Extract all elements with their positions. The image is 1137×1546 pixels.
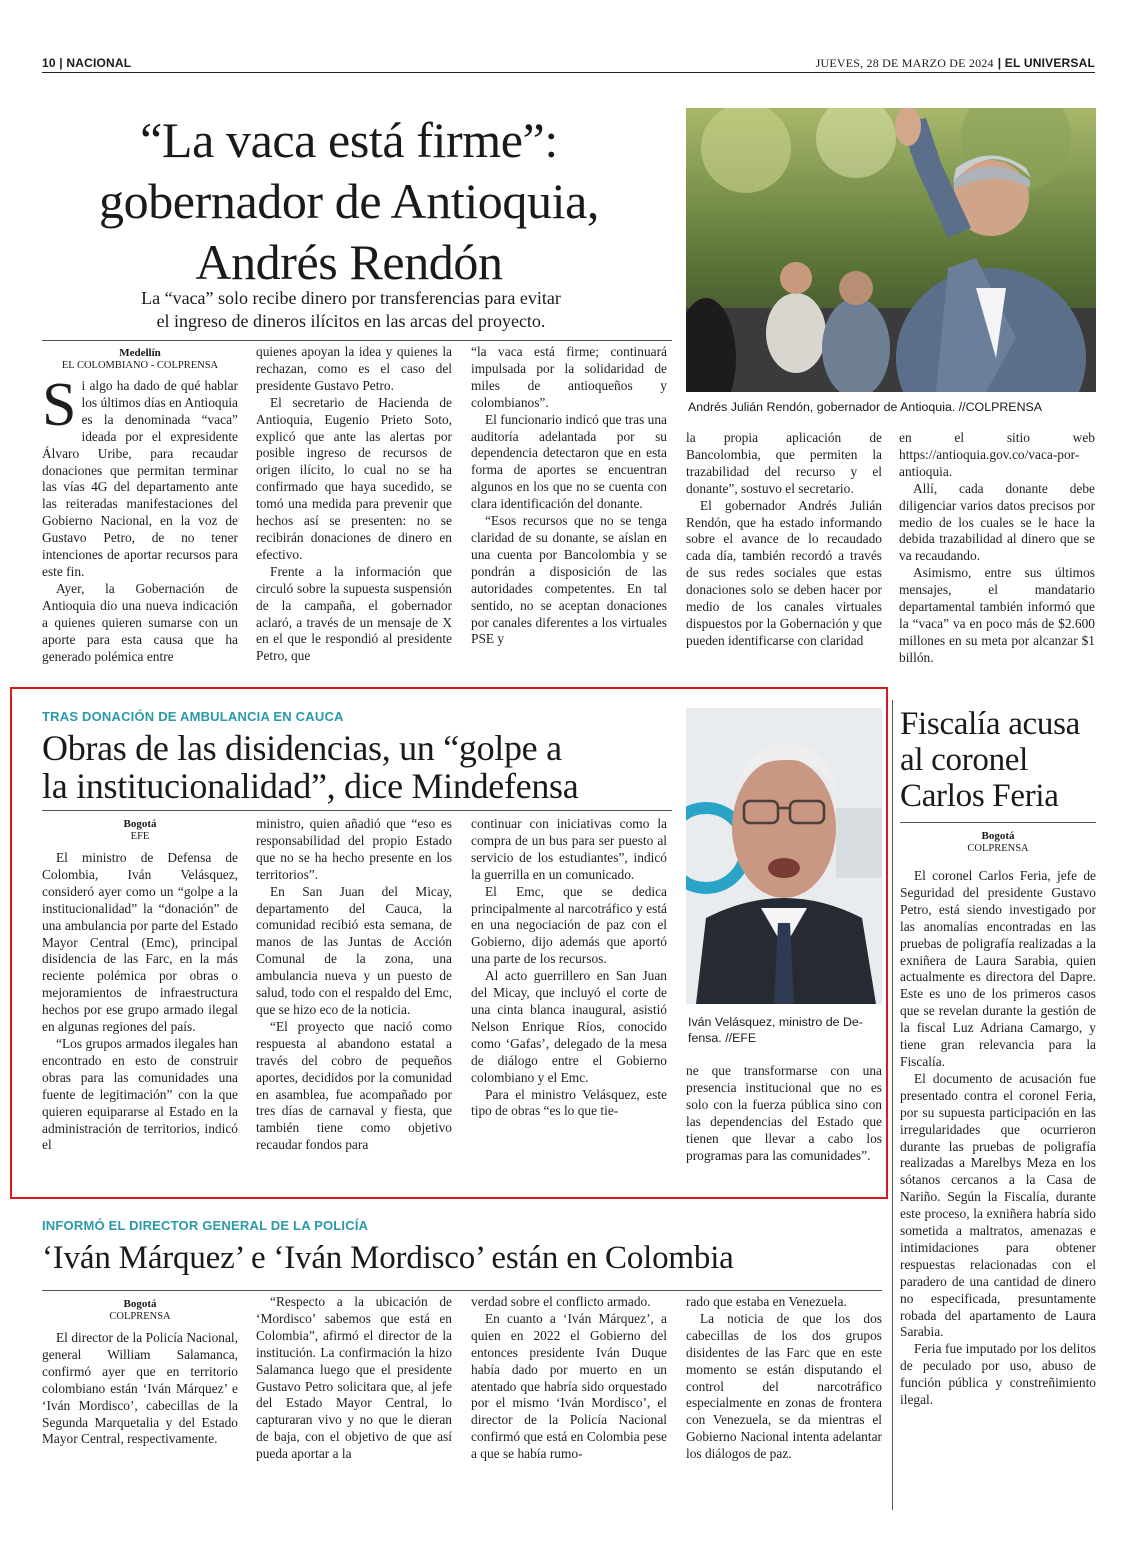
story3-rule — [42, 1290, 882, 1291]
story1-photo-caption: Andrés Julián Rendón, gobernador de Antioquia. //COLPRENSA — [688, 400, 1043, 414]
story1-deck — [60, 287, 642, 333]
story1-col1-paragraph: Ayer, la Gobernación de Antioquia dio una nueva indicación a quienes quieren sumarse con un aporte para esta causa que ha generado polémica entre — [42, 580, 238, 664]
story1-col5-paragraph: Asimismo, entre sus últimos mensajes, el mandatario departamental también informó que la “vaca” va en poco más de $2.600 millones en su meta por alcanzar $1 billón. — [899, 565, 1095, 665]
story1-col2-paragraph: El secretario de Hacienda de Antioquia, Eugenio Prieto Soto, explicó que ante las alertas por posible ingreso de recursos de origen ilícito, lo cual no se ha confirmado que haya sucedido, se tomó una medida para prevenir que hechos así se presenten: no se recibirán donaciones de dinero en efectivo. — [256, 394, 452, 562]
story1-headline — [36, 110, 662, 293]
header-rule — [42, 72, 1095, 73]
story4-headline-line3: Carlos Feria — [900, 778, 1059, 814]
story2-kicker: TRAS DONACIÓN DE AMBULANCIA EN CAUCA — [42, 709, 344, 724]
story1-col4-paragraph: El gobernador Andrés Julián Rendón, que ha estado informando sobre el avance de lo recaudado cada día, también recordó a través de sus redes sociales que estas donaciones solo se deben hacer por medio de los canales virtuales dispuestos por la Gobernación y que pueden identificarse con claridad — [686, 497, 882, 648]
story3-col3-paragraph: verdad sobre el conflicto armado. — [471, 1294, 651, 1309]
story2-col3-paragraph: continuar con iniciativas como la compra de un bus para ser puesto al servicio de los estudiantes”, indicó la guerrilla en un comunicado. — [471, 816, 667, 882]
story2-col2-paragraph: En San Juan del Micay, departamento del Cauca, la comunidad recibió esta semana, de manos de las Juntas de Acción Comunal de la zona, una ambulancia nueva y un puesto de salud, todo con el respaldo del Emc, que se hizo eco de la noticia. — [256, 883, 452, 1017]
story2-photo-caption — [688, 1014, 884, 1046]
story2-col2-paragraph: ministro, quien añadió que “eso es responsabilidad del propio Estado que no se ha hecho presente en los territorios”. — [256, 816, 452, 882]
minister-photo-illustration — [686, 708, 882, 1004]
story3-col1-paragraph: El director de la Policía Nacional, general William Salamanca, confirmó ayer que en territorio colombiano están ‘Iván Márquez’ e ‘Iván Mordisco’, cabecillas de la Segunda Marquetalia y del Estado Mayor Central, respectivamente. — [42, 1330, 238, 1447]
story1-headline-line2: gobernador de Antioquia, — [99, 173, 599, 229]
story1-rule — [42, 340, 672, 341]
story3-column-4 — [686, 1294, 882, 1463]
story3-column-2 — [256, 1294, 452, 1463]
dropcap: S — [42, 371, 77, 439]
story1-col3-paragraph: “la vaca está firme; continuará impulsada por la solidaridad de miles de antioqueños y colombianos”. — [471, 344, 667, 410]
governor-photo-illustration — [686, 108, 1096, 392]
story2-dateline-city: Bogotá — [123, 818, 157, 830]
story4-column — [900, 868, 1096, 1409]
story4-paragraph: El coronel Carlos Feria, jefe de Seguridad del presidente Gustavo Petro, está siendo investigado por las anomalías encontradas en las pruebas de poligrafía realizadas a la exniñera de Laura Sarabia, quien actualmente es directora del Dapre. Este es uno de los primeros casos que se revelan durante la gestión de la fiscal Luz Adriana Camargo, y tiene gran relevancia para la Fiscalía. — [900, 868, 1096, 1069]
story1-col4-paragraph: la propia aplicación de Bancolombia, que permiten la trazabilidad del recurso y el donante”, sostuvo el secretario. — [686, 430, 882, 496]
story4-paragraph: Feria fue imputado por los delitos de peculado por uso, abuso de función pública y constreñimiento ilegal. — [900, 1341, 1096, 1408]
story4-dateline-city: Bogotá — [981, 830, 1015, 842]
story2-column-1 — [42, 850, 238, 1154]
story3-col4-paragraph: La noticia de que los dos cabecillas de los dos grupos disidentes de las Farc que en este momento se están disputando el control del narcotráfico especialmente en zonas de frontera con Venezuela, se da mientras el Gobierno Nacional intenta adelantar los diálogos de paz. — [686, 1310, 882, 1462]
story1-column-1 — [42, 371, 238, 665]
story3-dateline-city: Bogotá — [123, 1298, 157, 1310]
story2-column-2 — [256, 816, 452, 1154]
story3-kicker: INFORMÓ EL DIRECTOR GENERAL DE LA POLICÍA — [42, 1218, 369, 1233]
story1-column-5 — [899, 430, 1095, 667]
newspaper-name: | EL UNIVERSAL — [997, 56, 1095, 70]
story1-col3-paragraph: “Esos recursos que no se tenga claridad de su donante, se aíslan en una cuenta por Bancolombia y se pondrán a disposición de las autoridades competentes. En tal sentido, no se aceptan donaciones por canales diferentes a los virtuales PSE y — [471, 513, 667, 647]
story3-column-1 — [42, 1330, 238, 1448]
story1-col5-paragraph: en el sitio web https://antioquia.gov.co/vaca-por-antioquia. — [899, 430, 1095, 479]
story1-photo — [686, 108, 1096, 392]
story2-col1-paragraph: “Los grupos armados ilegales han encontrado en esto de construir obras para las comunidades una fuente de legitimación” con la que quieren equipararse al Estado en la administración de territorios, indicó el — [42, 1035, 238, 1153]
story1-col2-paragraph: Frente a la información que circuló sobre la supuesta suspensión de la campaña, el gobernador aclaró, a través de un mensaje de X en el que le respondió al presidente Petro, que — [256, 563, 452, 664]
story2-dateline-agency: EFE — [130, 831, 150, 842]
story3-col4-paragraph: rado que estaba en Venezuela. — [686, 1294, 847, 1309]
story1-col1-paragraph: i algo ha dado de qué hablar los últimos días en Antioquia es la denominada “vaca” ideada por el expresidente Álvaro Uribe, para recaudar donaciones que permitan terminar las vías 4G del departamento ante las reiteradas manifestaciones del Gobierno Nacional, en la voz de Gustavo Petro, de no tener intenciones de aportar recursos para este fin. — [42, 378, 238, 579]
story4-dateline — [900, 830, 1096, 855]
story2-col4-paragraph: ne que transformarse con una presencia institucional que no es solo con la fuerza pública sino con las dependencias del Estado que tienen que llevar a cabo los programas para las comunidades”. — [686, 1063, 882, 1163]
story4-headline — [900, 706, 1100, 814]
story2-photo — [686, 708, 882, 1004]
story1-headline-line3: Andrés Rendón — [195, 234, 503, 290]
page-section-label: 10 | NACIONAL — [42, 56, 132, 70]
story3-col2-paragraph: “Respecto a la ubicación de ‘Mordisco’ sabemos que está en Colombia”, afirmó el director de la institución. La confirmación la hizo Salamanca luego que el presidente Gustavo Petro solicitara que, al jefe del Estado Mayor Central, lo capturaran vivo y no que le dieran de baja, con el objetivo de que así pueda aportar a la — [256, 1294, 452, 1462]
story2-headline-line1: Obras de las disidencias, un “golpe a — [42, 728, 562, 768]
story1-dateline — [42, 347, 238, 372]
story4-headline-line2: al coronel — [900, 742, 1029, 778]
story1-col5-paragraph: Allí, cada donante debe diligenciar varios datos precisos por medio de los cuales se le hace la debida trazabilidad al dinero que se va recaudando. — [899, 480, 1095, 564]
story2-headline-line2: la institucionalidad”, dice Mindefensa — [42, 766, 579, 806]
story2-caption-line1: Iván Velásquez, ministro de De- — [688, 1015, 863, 1029]
header-right — [816, 56, 1095, 71]
story1-col2-paragraph: quienes apoyan la idea y quienes la rechazan, como es el caso del presidente Gustavo Petro. — [256, 344, 452, 393]
story3-column-3 — [471, 1294, 667, 1463]
story4-headline-line1: Fiscalía acusa — [900, 706, 1080, 742]
story3-dateline-agency: COLPRENSA — [109, 1311, 171, 1322]
story3-col3-paragraph: En cuanto a ‘Iván Márquez’, a quien en 2022 el Gobierno del entonces presidente Iván Duque había dado por muerto en un atentado que habría sido orquestado por el mismo ‘Iván Mordisco’, el director de la Policía Nacional confirmó que está en Colombia pese a que se había rumo- — [471, 1310, 667, 1462]
story1-dateline-agency: EL COLOMBIANO - COLPRENSA — [61, 360, 219, 371]
story2-rule — [42, 810, 672, 811]
sidebar-divider — [892, 700, 893, 1510]
story1-headline-line1: “La vaca está firme”: — [140, 112, 558, 168]
issue-date: JUEVES, 28 DE MARZO DE 2024 — [815, 56, 994, 70]
story1-column-3 — [471, 344, 667, 648]
story2-col3-paragraph: Para el ministro Velásquez, este tipo de obras “es lo que tie- — [471, 1086, 667, 1119]
story2-col2-paragraph: “El proyecto que nació como respuesta al abandono estatal a través del cobro de pequeños aportes, decididos por la comunidad en asamblea, fue acompañado por tres días de carnaval y fiesta, que también tiene como objetivo recaudar fondos para — [256, 1018, 452, 1153]
story1-column-4 — [686, 430, 882, 650]
story4-dateline-agency: COLPRENSA — [967, 843, 1029, 854]
story3-headline: ‘Iván Márquez’ e ‘Iván Mordisco’ están en Colombia — [42, 1240, 734, 1276]
story2-col1-paragraph: El ministro de Defensa de Colombia, Iván Velásquez, consideró ayer como un “golpe a la institucionalidad” la “donación” de una ambulancia por parte del Estado Mayor Central (Emc), principal disidencia de las Farc, en la más reciente polémica por obras o mejoramientos de infraestructura hechos por ese grupo armado ilegal en algunas regiones del país. — [42, 850, 238, 1035]
story1-deck-line1: La “vaca” solo recibe dinero por transferencias para evitar — [141, 288, 561, 308]
story2-dateline — [42, 818, 238, 843]
story1-deck-line2: el ingreso de dineros ilícitos en las arcas del proyecto. — [156, 311, 546, 331]
story4-rule — [900, 822, 1096, 823]
story2-column-4 — [686, 1063, 882, 1164]
story1-column-2 — [256, 344, 452, 665]
story2-col3-paragraph: Al acto guerrillero en San Juan del Micay, que incluyó el corte de una cinta blanca inaugural, asistió Nelson Enrique Ríos, conocido como ‘Gafas’, delegado de la mesa de diálogo entre el Gobierno colombiano y el Emc. — [471, 968, 667, 1085]
story1-dateline-city: Medellín — [119, 347, 161, 359]
story2-column-3 — [471, 816, 667, 1120]
story2-col3-paragraph: El Emc, que se dedica principalmente al narcotráfico y está en una negociación de paz con el Gobierno, dijo además que aportó una parte de los recursos. — [471, 883, 667, 967]
story1-col3-paragraph: El funcionario indicó que tras una auditoría adelantada por su dependencia detectaron que en esta forma de aportes se encuentran algunos en los que no se cuenta con clara identificación del donante. — [471, 411, 667, 512]
story3-dateline — [42, 1298, 238, 1323]
story2-caption-line2: fensa. //EFE — [688, 1031, 757, 1045]
story4-paragraph: El documento de acusación fue presentado contra el coronel Feria, por su supuesta participación en las irregularidades que ocurrieron durante las pruebas de poligrafía realizadas a Marelbys Meza en los sótanos cercanos a la Casa de Nariño. Según la Fiscalía, durante este proceso, la exniñera habría sido sometida a maltratos, amenazas e intimidaciones para obtener respuestas relacionadas con el paradero de una cantidad de dinero no especificada, presuntamente robada del apartamento de Laura Sarabia. — [900, 1070, 1096, 1340]
story2-headline — [42, 729, 682, 805]
